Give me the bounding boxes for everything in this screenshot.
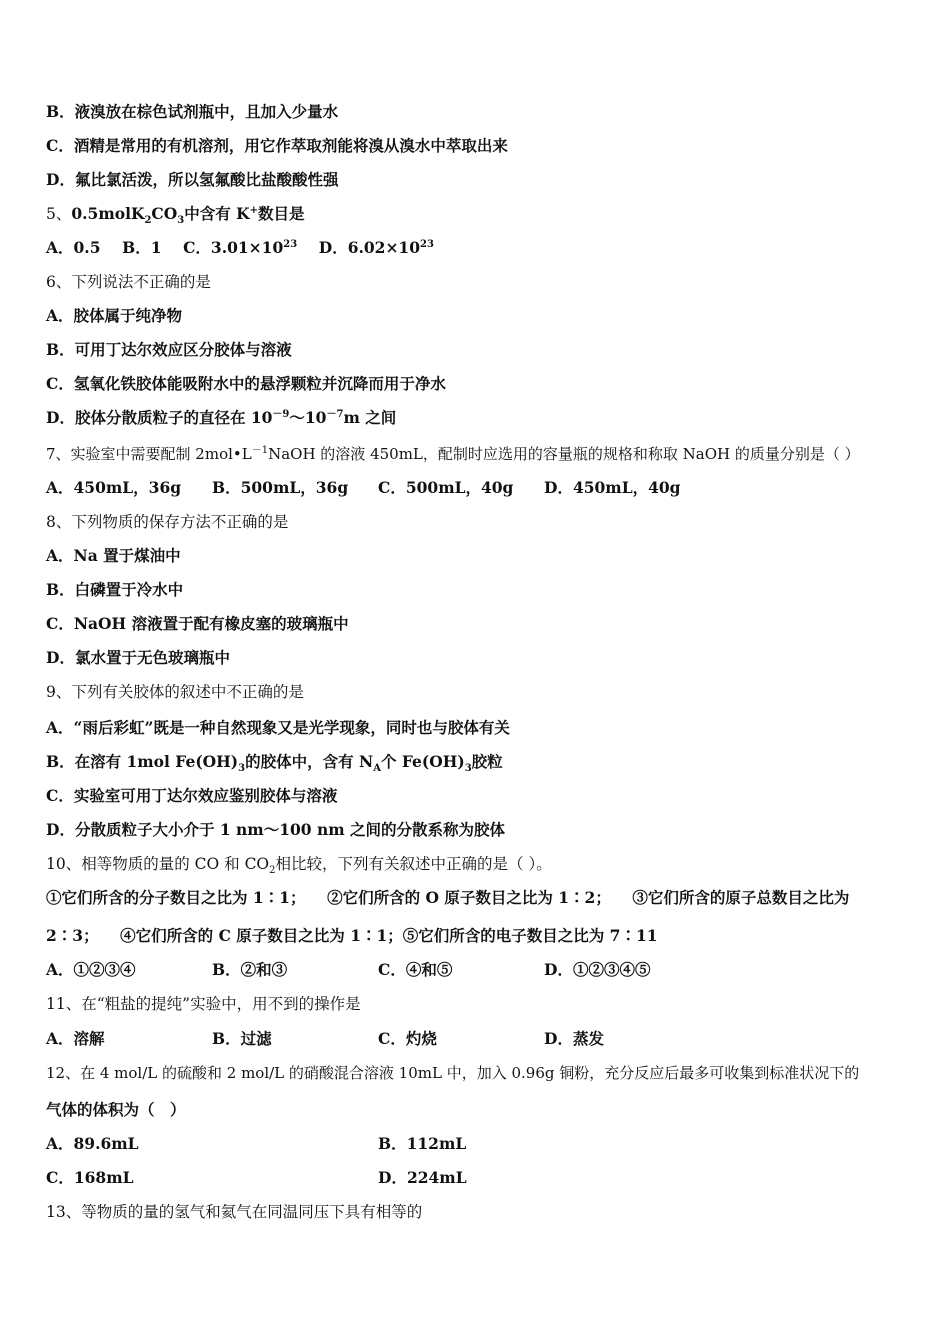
q9-option-d: D．分散质粒子大小介于 1 nm～100 nm 之间的分散系称为胶体 [46,820,506,839]
q10-options [46,960,650,980]
q8-stem: 8、下列物质的保存方法不正确的是 [46,513,289,531]
q5-option-c: C．$3.01\times 10^{23}$ [183,238,298,257]
q6-option-b: B．可用丁达尔效应区分胶体与溶液 [46,340,292,359]
q9-option-c: C．实验室可用丁达尔效应鉴别胶体与溶液 [46,786,338,805]
q10-option-a: A．①②③④ [46,960,136,979]
q10-option-c: C．④和⑤ [378,960,453,979]
q6-option-a: A．胶体属于纯净物 [46,306,183,325]
q5-option-d: D．$6.02\times 10^{23}$ [318,238,434,257]
q12-option-d: D．224mL [378,1168,467,1187]
q12-options-row1 [46,1134,466,1154]
q5-stem: 5、$0.5molK_2CO_3$中含有 K+数目是 [46,204,305,227]
q10-option-d: D．①②③④⑤ [544,960,651,979]
q12-stem-line1: 12、在 4 mol/L 的硫酸和 2 mol/L 的硝酸混合溶液 10mL 中，加入 0.96g 铜粉，充分反应后最多可收集到标准状况下的 [46,1064,860,1082]
q10-statements-line2: 2∶3； ④它们所含的 C 原子数目之比为 1∶1；⑤它们所含的电子数目之比为 7∶11 [46,926,658,945]
q4-option-c: C．酒精是常用的有机溶剂，用它作萃取剂能将溴从溴水中萃取出来 [46,136,508,155]
q12-option-c: C．168mL [46,1168,134,1187]
q5-option-a: A．0.5 [46,238,101,257]
q7-options [46,478,681,498]
q11-stem: 11、在“粗盐的提纯”实验中，用不到的操作是 [46,995,361,1013]
q12-option-b: B．112mL [378,1134,467,1153]
q11-options [46,1029,604,1049]
q7-option-c: C．500mL，40g [378,478,514,497]
q7-option-b: B．500mL，36g [212,478,349,497]
q12-options-row2 [46,1168,467,1188]
q8-option-c: C．NaOH 溶液置于配有橡皮塞的玻璃瓶中 [46,614,349,633]
q7-option-a: A．450mL，36g [46,478,182,497]
q9-option-b: B．在溶有 1mol $Fe(OH)_3$的胶体中，含有 $N_A$个 $Fe(OH)_3$胶粒 [46,752,503,775]
q5-option-b: B．1 [122,238,162,257]
q10-statements-line1: ①它们所含的分子数目之比为 1∶1； ②它们所含的 O 原子数目之比为 1∶2； ③它们所含的原子总数目之比为 [46,888,850,907]
q11-option-c: C．灼烧 [378,1029,437,1048]
q13-stem: 13、等物质的量的氢气和氦气在同温同压下具有相等的 [46,1203,423,1221]
q6-option-c: C．氢氧化铁胶体能吸附水中的悬浮颗粒并沉降而用于净水 [46,374,446,393]
q11-option-b: B．过滤 [212,1029,272,1048]
q8-option-a: A．Na 置于煤油中 [46,546,181,565]
q11-option-a: A．溶解 [46,1029,105,1048]
q10-option-b: B．②和③ [212,960,288,979]
q8-option-d: D．氯水置于无色玻璃瓶中 [46,648,230,667]
q7-option-d: D．450mL，40g [544,478,681,497]
q6-stem: 6、下列说法不正确的是 [46,273,211,291]
q7-stem: 7、实验室中需要配制 $2mol•L^{-1}NaOH$ 的溶液 450mL，配制时应选用的容量瓶的规格和称取 NaOH 的质量分别是（ ） [46,445,860,463]
q4-option-d: D．氟比氯活泼，所以氢氟酸比盐酸酸性强 [46,170,339,189]
q5-options [46,238,434,258]
q6-option-d: D．胶体分散质粒子的直径在 $10^{-9}\sim 10^{-7}m$ 之间 [46,408,397,427]
q8-option-b: B．白磷置于冷水中 [46,580,184,599]
q12-stem-line2: 气体的体积为（ ） [46,1100,186,1119]
q9-stem: 9、下列有关胶体的叙述中不正确的是 [46,683,304,701]
q12-option-a: A．89.6mL [46,1134,139,1153]
q9-option-a: A．“雨后彩虹”既是一种自然现象又是光学现象，同时也与胶体有关 [46,718,510,737]
q4-option-b: B．液溴放在棕色试剂瓶中，且加入少量水 [46,102,339,121]
q10-stem: 10、相等物质的量的 CO 和 $CO_2$相比较，下列有关叙述中正确的是（ ）。 [46,855,552,877]
q11-option-d: D．蒸发 [544,1029,604,1048]
